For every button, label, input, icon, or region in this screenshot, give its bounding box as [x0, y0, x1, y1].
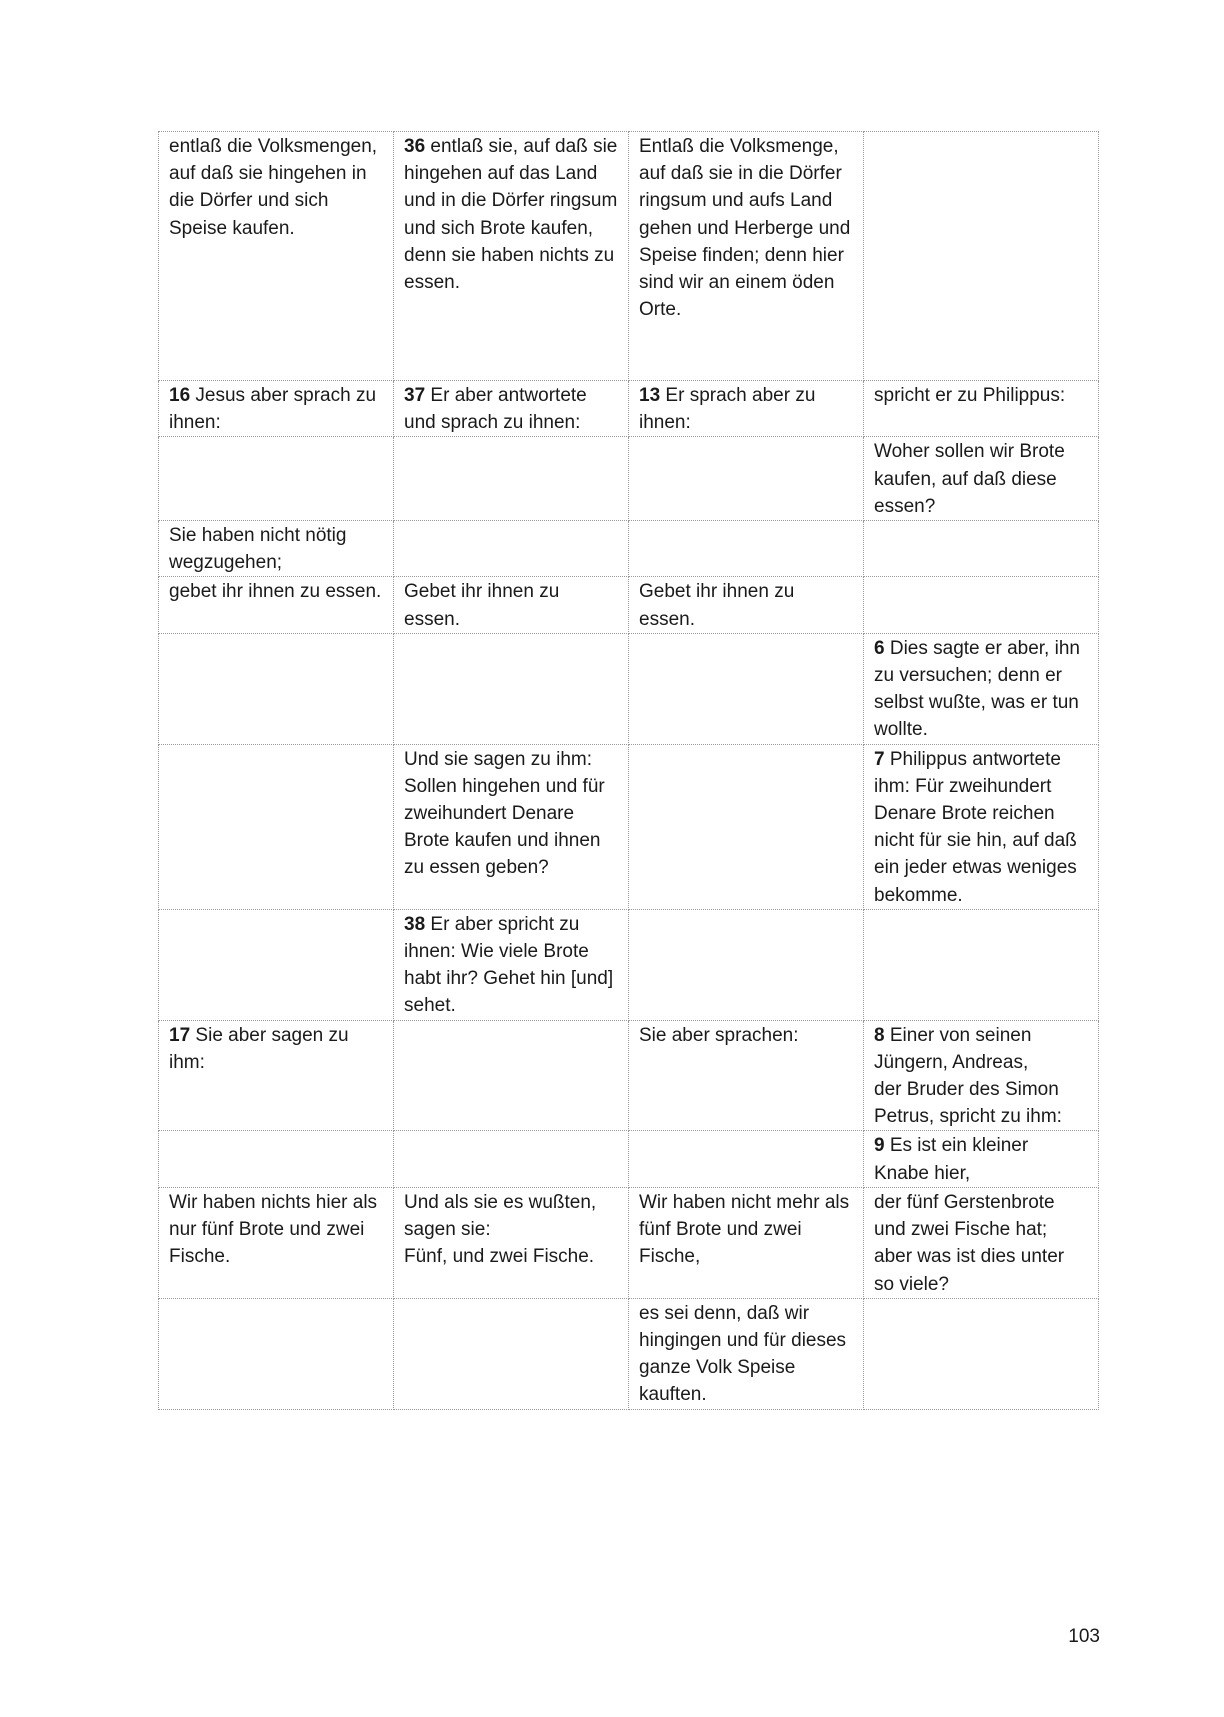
- cell-text: spricht er zu Philippus:: [874, 385, 1066, 406]
- table-cell: [394, 909, 629, 1020]
- table-row: [159, 381, 1099, 437]
- table-row: [159, 1187, 1099, 1298]
- table-cell: [394, 633, 629, 744]
- table-cell: [394, 1020, 629, 1131]
- table-cell: [864, 521, 1099, 577]
- verse-number: 8: [874, 1024, 885, 1046]
- table-cell: [159, 577, 394, 633]
- cell-text: Er sprach aber zu ihnen:: [639, 385, 816, 434]
- table-cell: [864, 1020, 1099, 1131]
- verse-number: 9: [874, 1135, 885, 1157]
- table-cell: [394, 381, 629, 437]
- table-cell: [159, 132, 394, 381]
- table-row: [159, 521, 1099, 577]
- cell-text: Wir haben nichts hier als nur fünf Brote und zwei Fische.: [169, 1191, 378, 1268]
- table-row: [159, 909, 1099, 1020]
- cell-text: Fünf, und zwei Fische.: [404, 1246, 595, 1268]
- table-cell: [629, 381, 864, 437]
- table-row: [159, 633, 1099, 744]
- verse-number: 6: [874, 637, 885, 659]
- table-cell: [864, 132, 1099, 381]
- table-cell: [159, 1187, 394, 1298]
- table-cell: [864, 1131, 1099, 1187]
- table-cell: [394, 1131, 629, 1187]
- cell-text: der Bruder des Simon Petrus, spricht zu ihm:: [874, 1079, 1062, 1128]
- table-row: [159, 1298, 1099, 1409]
- table-cell: [629, 744, 864, 909]
- table-cell: [629, 1298, 864, 1409]
- table-row: [159, 1131, 1099, 1187]
- cell-text: Gebet ihr ihnen zu essen.: [639, 581, 795, 630]
- cell-text: Sie haben nicht nötig wegzugehen;: [169, 525, 347, 574]
- table-cell: [159, 1020, 394, 1131]
- table-cell: [864, 1298, 1099, 1409]
- table-cell: [864, 437, 1099, 521]
- table-row: [159, 577, 1099, 633]
- table-cell: [394, 577, 629, 633]
- cell-text: Er aber antwortete und sprach zu ihnen:: [404, 385, 587, 434]
- table-cell: [159, 437, 394, 521]
- table-cell: [629, 132, 864, 381]
- cell-text: es sei denn, daß wir hingingen und für dieses ganze Volk Speise kauften.: [639, 1302, 847, 1406]
- table-cell: [864, 633, 1099, 744]
- table-cell: [629, 1187, 864, 1298]
- cell-text: Dies sagte er aber, ihn zu versuchen; denn er selbst wußte, was er tun wollte.: [874, 637, 1080, 741]
- table-cell: [394, 521, 629, 577]
- cell-text: der fünf Gerstenbrote und zwei Fische hat; aber was ist dies unter so viele?: [874, 1191, 1065, 1295]
- cell-text: Wir haben nicht mehr als fünf Brote und zwei Fische,: [639, 1191, 850, 1268]
- table-cell: [629, 1131, 864, 1187]
- table-cell: [629, 909, 864, 1020]
- cell-text: entlaß die Volksmengen, auf daß sie hingehen in die Dörfer und sich Speise kaufen.: [169, 136, 378, 239]
- table-cell: [159, 744, 394, 909]
- cell-text: entlaß sie, auf daß sie hingehen auf das Land und in die Dörfer ringsum und sich Brote kaufen, denn sie haben nichts zu essen.: [404, 136, 618, 294]
- table-cell: [159, 633, 394, 744]
- table-row: [159, 1020, 1099, 1131]
- table-cell: [159, 381, 394, 437]
- cell-text: Woher sollen wir Brote kaufen, auf daß diese essen?: [874, 441, 1065, 517]
- table-cell: [864, 577, 1099, 633]
- cell-text: Entlaß die Volksmenge, auf daß sie in die Dörfer ringsum und aufs Land gehen und Herberge und Speise finden; denn hier sind wir an einem öden Orte.: [639, 136, 851, 321]
- synopsis-table: [158, 131, 1099, 1410]
- table-cell: [629, 437, 864, 521]
- cell-text: Einer von seinen Jüngern, Andreas,: [874, 1024, 1032, 1073]
- table-row: [159, 132, 1099, 381]
- cell-text: Er aber spricht zu ihnen: Wie viele Brote habt ihr? Gehet hin [und] sehet.: [404, 913, 614, 1017]
- verse-number: 17: [169, 1024, 191, 1046]
- table-cell: [394, 437, 629, 521]
- verse-number: 37: [404, 385, 426, 406]
- table-cell: [864, 1187, 1099, 1298]
- cell-text: Und als sie es wußten, sagen sie:: [404, 1191, 597, 1241]
- cell-text: Sie aber sprachen:: [639, 1024, 799, 1046]
- table-cell: [629, 1020, 864, 1131]
- page-number: 103: [1068, 1626, 1100, 1647]
- synopsis-table-body: [159, 132, 1099, 1410]
- cell-text: Sie aber sagen zu ihm:: [169, 1024, 349, 1073]
- table-cell: [159, 1131, 394, 1187]
- table-cell: [864, 909, 1099, 1020]
- table-cell: [864, 381, 1099, 437]
- verse-number: 36: [404, 136, 426, 157]
- table-row: [159, 744, 1099, 909]
- cell-text: Philippus antwortete ihm: Für zweihundert Denare Brote reichen nicht für sie hin, auf daß ein jeder etwas weniges bekomme.: [874, 748, 1077, 906]
- table-row: [159, 437, 1099, 521]
- table-cell: [394, 744, 629, 909]
- cell-text: Gebet ihr ihnen zu essen.: [404, 581, 560, 630]
- table-cell: [629, 633, 864, 744]
- table-cell: [394, 1187, 629, 1298]
- verse-number: 16: [169, 385, 191, 406]
- table-cell: [394, 1298, 629, 1409]
- verse-number: 38: [404, 913, 426, 935]
- cell-text: Jesus aber sprach zu ihnen:: [169, 385, 377, 434]
- table-cell: [394, 132, 629, 381]
- verse-number: 7: [874, 748, 885, 770]
- table-cell: [159, 1298, 394, 1409]
- table-cell: [159, 521, 394, 577]
- verse-number: 13: [639, 385, 661, 406]
- table-cell: [629, 521, 864, 577]
- table-cell: [159, 909, 394, 1020]
- cell-text: Und sie sagen zu ihm: Sollen hingehen und für zweihundert Denare Brote kaufen und ihnen zu essen geben?: [404, 748, 605, 879]
- cell-text: gebet ihr ihnen zu essen.: [169, 581, 382, 603]
- table-cell: [629, 577, 864, 633]
- table-cell: [864, 744, 1099, 909]
- cell-text: Es ist ein kleiner Knabe hier,: [874, 1135, 1029, 1184]
